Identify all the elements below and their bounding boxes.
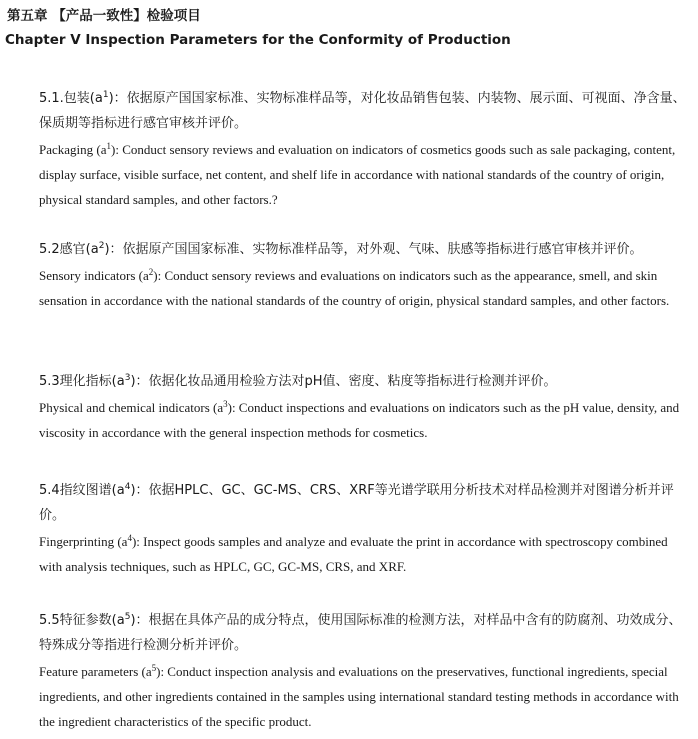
section-text-cn: 5.2感官$(a^2)$：依据原产国国家标准、实物标准样品等，对外观、气味、肤感等指标进行感官审核并评价。 [39,241,643,257]
section-feature-parameters [39,608,687,734]
section-text-cn: 5.3理化指标$(a^3)$：依据化妆品通用检验方法对pH值、密度、粘度等指标进行检测并评价。 [39,373,557,389]
chapter-title-cn: 第五章 【产品一致性】检验项目 [7,8,201,24]
section-physical-chemical [39,369,687,445]
section-text-en: Packaging $(a^1)$: Conduct sensory reviews and evaluation on indicators of cosmetics goods such as sale packaging, content, display surface, visible surface, net content, and shelf life in accordance with national standards of the country of origin, physical standard samples, and other factors.? [39,141,676,207]
section-text-cn: 5.1.包装$(a^1)$：依据原产国国家标准、实物标准样品等，对化妆品销售包装、内装物、展示面、可视面、净含量、保质期等指标进行感官审核并评价。 [39,90,686,131]
section-text-cn: 5.4指纹图谱$(a^4)$：依据HPLC、GC、GC-MS、CRS、XRF等光谱学联用分析技术对样品检测并对图谱分析并评价。 [39,482,674,523]
section-text-en: Fingerprinting $(a^4)$: Inspect goods samples and analyze and evaluate the print in accordance with spectroscopy combined with analysis techniques, such as HPLC, GC, GC-MS, CRS, and XRF. [39,533,668,574]
section-text-en: Feature parameters $(a^5)$: Conduct inspection analysis and evaluations on the preservatives, functional ingredients, special ingredients, and other ingredients contained in the samples using international standard testing methods in accordance with the ingredient characteristics of the specific product. [39,663,679,729]
section-sensory [39,237,687,313]
section-packaging [39,86,687,212]
section-text-cn: 5.5特征参数$(a^5)$：根据在具体产品的成分特点，使用国际标准的检测方法，对样品中含有的防腐剂、功效成分、特殊成分等指进行检测分析并评价。 [39,612,682,653]
section-text-en: Sensory indicators $(a^2)$: Conduct sensory reviews and evaluations on indicators such as the appearance, smell, and skin sensation in accordance with the national standards of the country of origin, physical standard samples, and other factors. [39,267,670,308]
section-fingerprinting [39,478,687,579]
chapter-title-en: Chapter V Inspection Parameters for the Conformity of Production [5,32,511,48]
section-text-en: Physical and chemical indicators $(a^3)$: Conduct inspections and evaluations on indicators such as the pH value, density, and viscosity in accordance with the general inspection methods for cosmetics. [39,399,680,440]
